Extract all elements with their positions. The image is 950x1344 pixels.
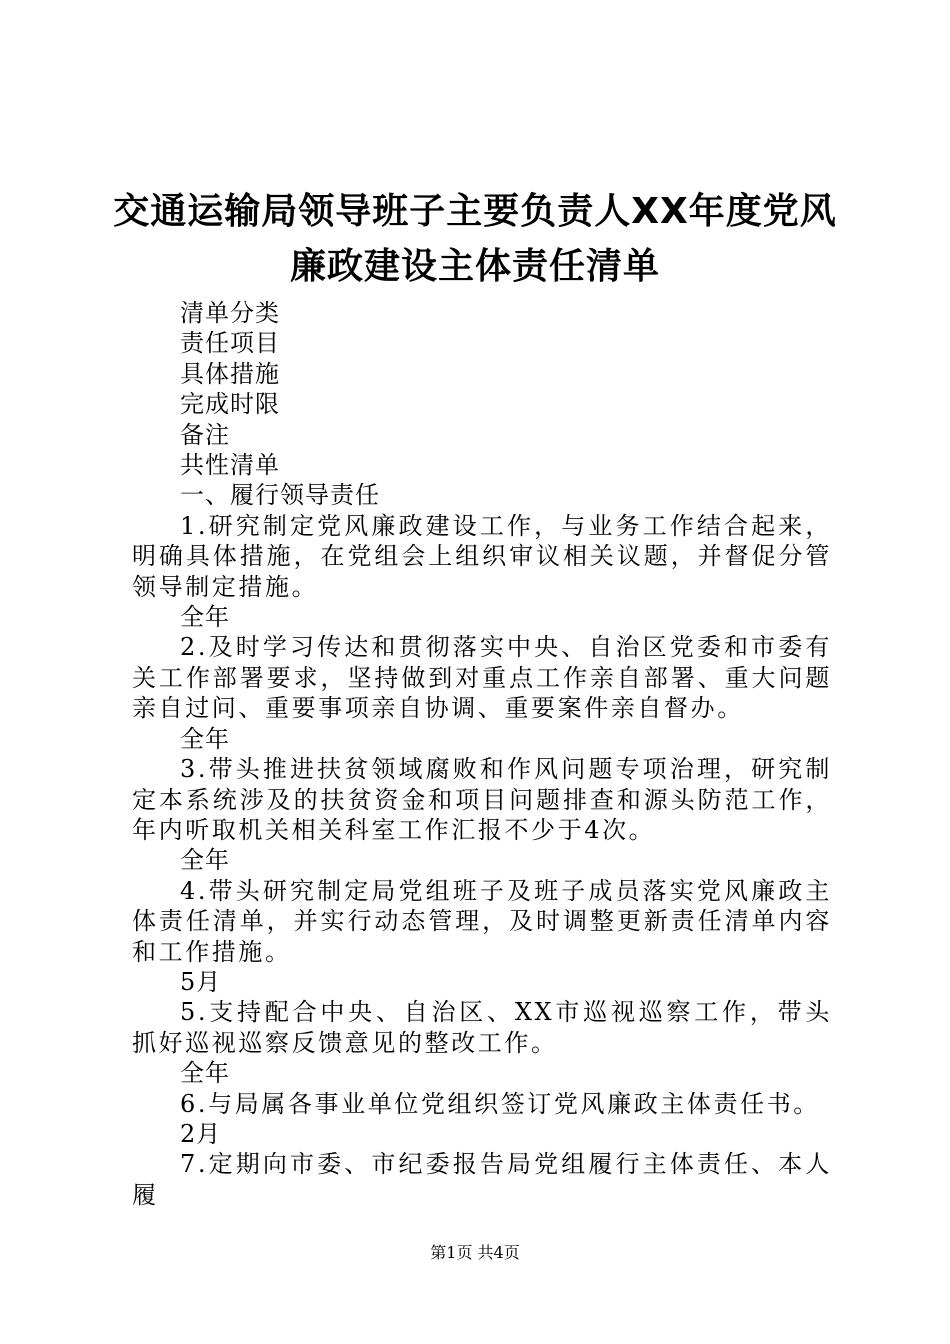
body-paragraph: 6.与局属各事业单位党组织签订党风廉政主体责任书。: [180, 1089, 820, 1118]
body-line: 全年: [180, 1059, 230, 1088]
body-line: 全年: [180, 603, 230, 632]
body-line: 2月: [180, 1119, 222, 1148]
body-paragraph: 5.支持配合中央、自治区、XX市巡视巡察工作，带头抓好巡视巡察反馈意见的整改工作。: [132, 998, 832, 1057]
body-paragraph: 2.及时学习传达和贯彻落实中央、自治区党委和市委有关工作部署要求，坚持做到对重点工作亲自部署、重大问题亲自过问、重要事项亲自协调、重要案件亲自督办。: [132, 633, 832, 723]
body-line: 责任项目: [180, 329, 280, 358]
body-paragraph: 1.研究制定党风廉政建设工作，与业务工作结合起来，明确具体措施，在党组会上组织审议相关议题，并督促分管领导制定措施。: [132, 511, 832, 601]
body-line: 清单分类: [180, 299, 280, 327]
body-line: 完成时限: [180, 390, 280, 419]
page-footer: 第1页 共4页: [430, 1243, 520, 1262]
body-line: 备注: [180, 420, 230, 449]
body-line: 全年: [180, 846, 230, 875]
body-line: 具体措施: [180, 359, 280, 388]
document-body: [132, 298, 832, 1210]
body-paragraph: 7.定期向市委、市纪委报告局党组履行主体责任、本人履: [132, 1150, 832, 1209]
body-line: 一、履行领导责任: [180, 481, 380, 510]
document-title-line-1: 交通运输局领导班子主要负责人XX年度党风: [113, 191, 837, 232]
body-line: 共性清单: [180, 451, 280, 480]
document-title-line-2: 廉政建设主体责任清单: [289, 246, 660, 287]
body-line: 5月: [180, 967, 222, 996]
body-paragraph: 3.带头推进扶贫领域腐败和作风问题专项治理，研究制定本系统涉及的扶贫资金和项目问题排查和源头防范工作，年内听取机关相关科室工作汇报不少于4次。: [132, 755, 832, 844]
body-paragraph: 4.带头研究制定局党组班子及班子成员落实党风廉政主体责任清单，并实行动态管理，及时调整更新责任清单内容和工作措施。: [132, 876, 832, 966]
body-line: 全年: [180, 724, 230, 753]
